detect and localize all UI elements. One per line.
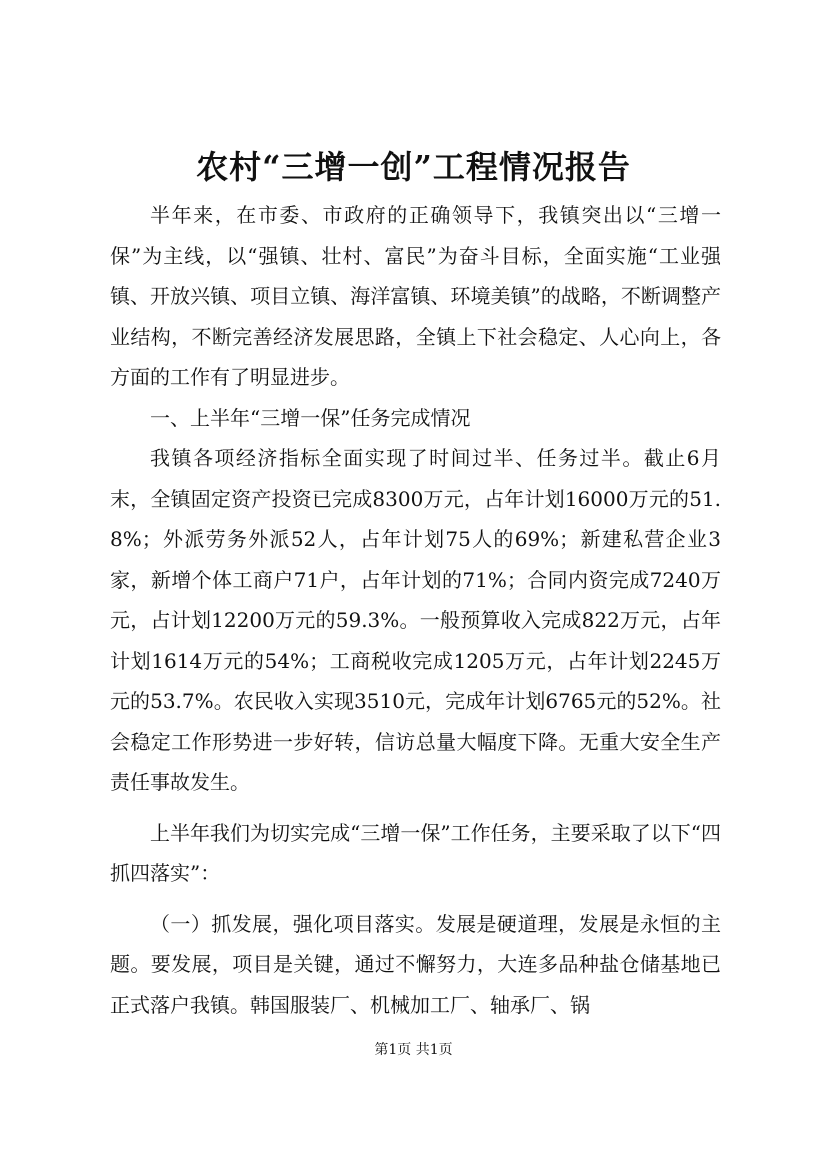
document-body	[110, 195, 721, 1025]
paragraph-intro: 半年来，在市委、市政府的正确领导下，我镇突出以“三增一保”为主线，以“强镇、壮村、富民”为奋斗目标，全面实施“工业强镇、开放兴镇、项目立镇、海洋富镇、环境美镇”的战略，不断调整产业结构，不断完善经济发展思路，全镇上下社会稳定、人心向上，各方面的工作有了明显进步。	[110, 203, 721, 389]
document-title: 农村“三增一创”工程情况报告	[196, 148, 631, 186]
paragraph-measures: 上半年我们为切实完成“三增一保”工作任务，主要采取了以下“四抓四落实”：	[110, 820, 721, 885]
paragraph-subsection-one: （一）抓发展，强化项目落实。发展是硬道理，发展是永恒的主题。要发展，项目是关键，通过不懈努力，大连多品种盐仓储基地已正式落户我镇。韩国服装厂、机械加工厂、轴承厂、锅	[110, 911, 721, 1017]
section-heading: 一、上半年“三增一保”任务完成情况	[150, 405, 471, 430]
paragraph-indicators: 我镇各项经济指标全面实现了时间过半、任务过半。截止6月末，全镇固定资产投资已完成8300万元，占年计划16000万元的51.8%；外派劳务外派52人，占年计划75人的69%；新建私营企业3家，新增个体工商户71户，占年计划的71%；合同内资完成7240万元，占计划12200万元的59.3%。一般预算收入完成822万元，占年计划1614万元的54%；工商税收完成1205万元，占年计划2245万元的53.7%。农民收入实现3510元，完成年计划6765元的52%。社会稳定工作形势进一步好转，信访总量大幅度下降。无重大安全生产责任事故发生。	[110, 446, 721, 794]
page-footer: 第1页 共1页	[374, 1042, 453, 1058]
